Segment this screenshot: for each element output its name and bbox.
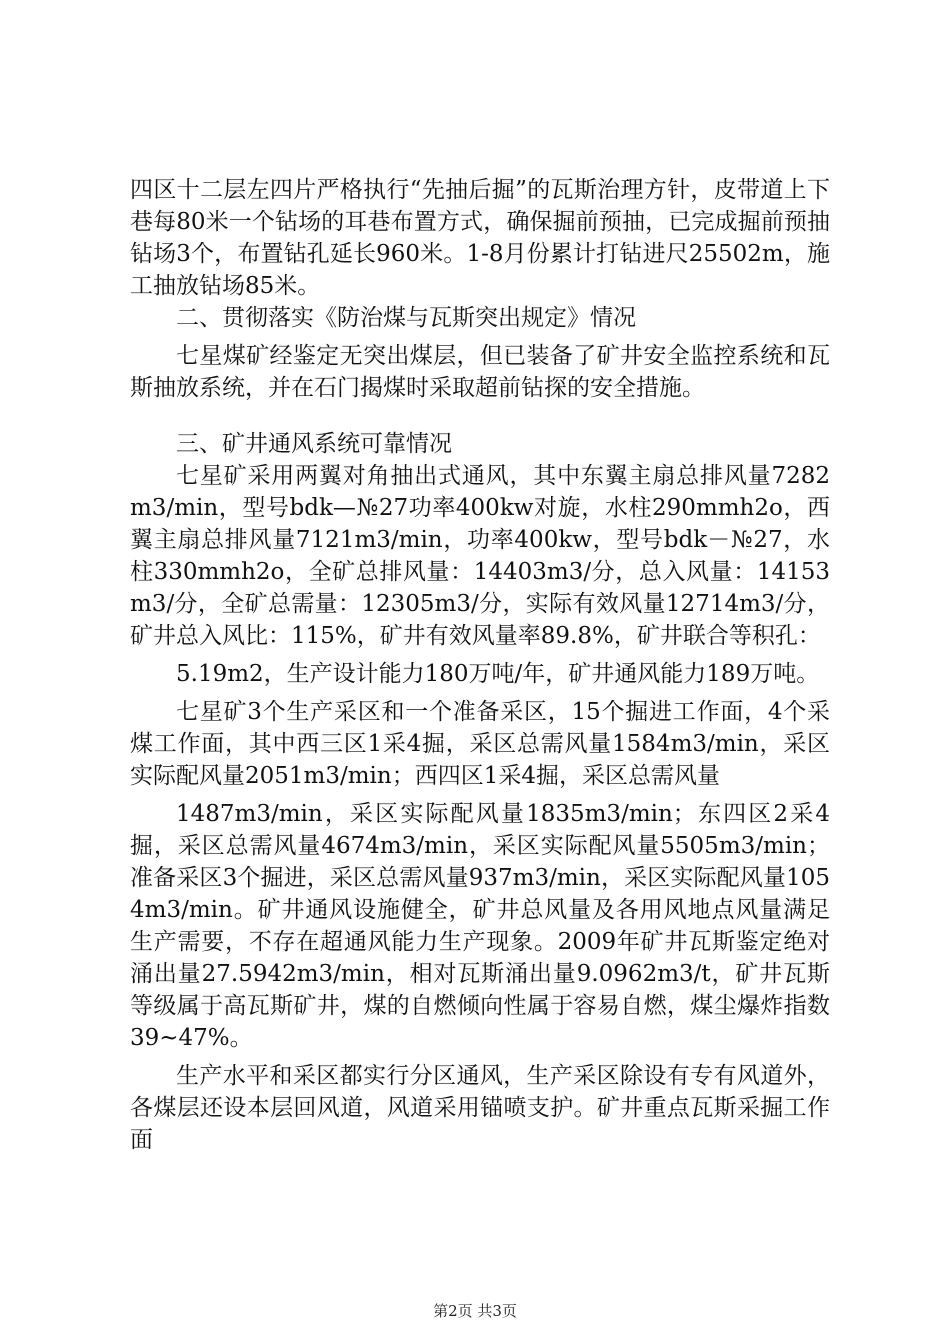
paragraph-gas-drainage: 四区十二层左四片严格执行“先抽后掘”的瓦斯治理方针，皮带道上下巷每80米一个钻场的耳巷布置方式，确保掘前预抽，已完成掘前预抽钻场3个，布置钻孔延长960米。1-8月份累计打钻进尺25502m，施工抽放钻场85米。 [130, 177, 830, 299]
paragraph-zoned-ventilation: 生产水平和采区都实行分区通风，生产采区除设有专有风道外，各煤层还设本层回风道，风道采用锚喷支护。矿井重点瓦斯采掘工作面 [130, 1063, 830, 1153]
page-footer: 第2页 共3页 [433, 1302, 517, 1320]
section-heading-2: 二、贯彻落实《防治煤与瓦斯突出规定》情况 [176, 305, 636, 331]
paragraph-capacity: 5.19m2，生产设计能力180万吨/年，矿井通风能力189万吨。 [176, 661, 820, 687]
document-body [130, 174, 830, 1156]
section-heading-3: 三、矿井通风系统可靠情况 [176, 431, 452, 457]
paragraph-mining-areas: 七星矿3个生产采区和一个准备采区，15个掘进工作面，4个采煤工作面，其中西三区1采4掘，采区总需风量1584m3/min，采区实际配风量2051m3/min；西四区1采4掘，采区总需风量 [130, 699, 830, 789]
paragraph-ventilation: 七星矿采用两翼对角抽出式通风，其中东翼主扇总排风量7282m3/min，型号bdk—№27功率400kw对旋，水柱290mmh2o，西翼主扇总排风量7121m3/min，功率400kw，型号bdk－№27，水柱330mmh2o，全矿总排风量：14403m3/分，总入风量：14153m3/分，全矿总需量：12305m3/分，实际有效风量12714m3/分，矿井总入风比：115%，矿井有效风量率89.8%，矿井联合等积孔： [130, 463, 830, 649]
paragraph-air-volume: 1487m3/min，采区实际配风量1835m3/min；东四区2采4掘，采区总需风量4674m3/min，采区实际配风量5505m3/min；准备采区3个掘进，采区总需风量937m3/min，采区实际配风量1054m3/min。矿井通风设施健全，矿井总风量及各用风地点风量满足生产需要，不存在超通风能力生产现象。2009年矿井瓦斯鉴定绝对涌出量27.5942m3/min，相对瓦斯涌出量9.0962m3/t，矿井瓦斯等级属于高瓦斯矿井，煤的自燃倾向性属于容易自燃，煤尘爆炸指数39~47%。 [130, 801, 830, 1051]
paragraph-outburst: 七星煤矿经鉴定无突出煤层，但已装备了矿井安全监控系统和瓦斯抽放系统，并在石门揭煤时采取超前钻探的安全措施。 [130, 343, 830, 401]
